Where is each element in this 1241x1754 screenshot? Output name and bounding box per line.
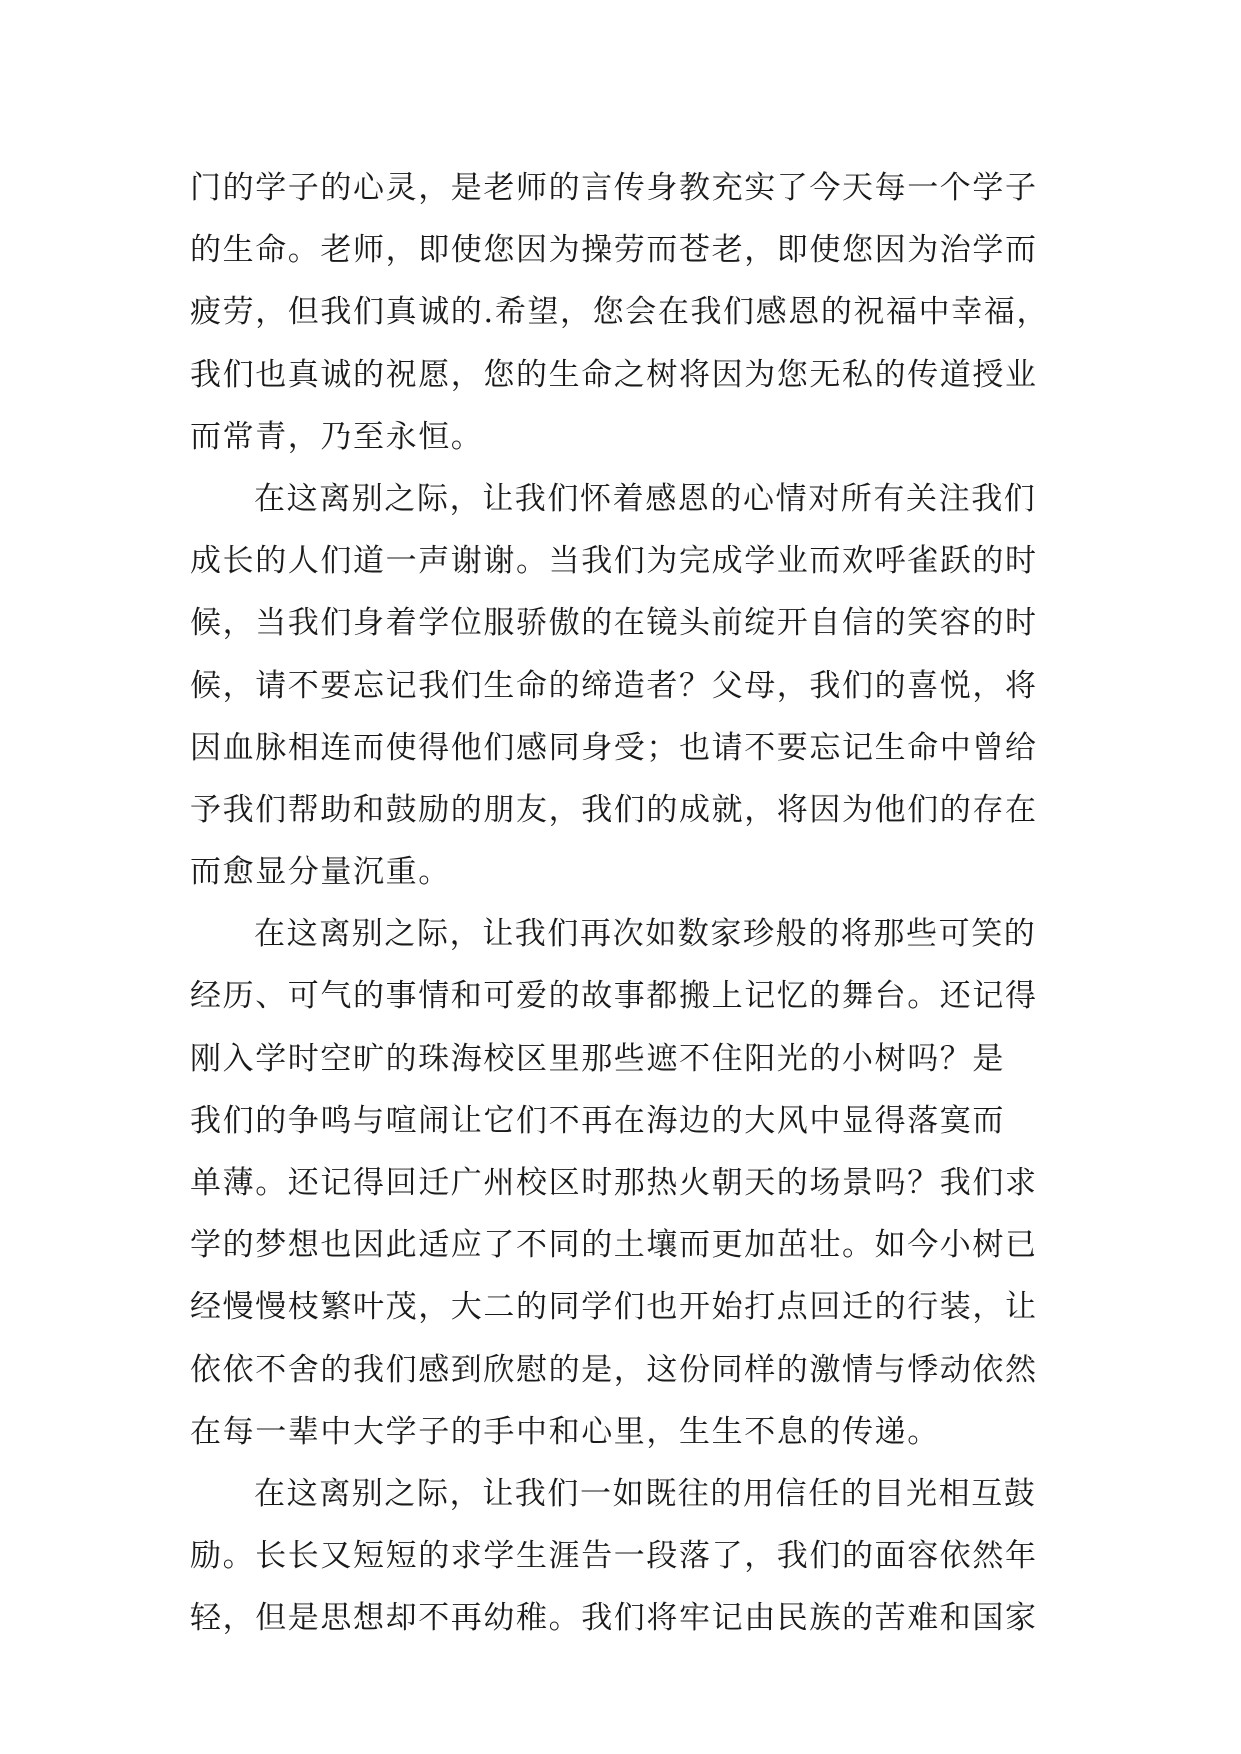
text-line: 经慢慢枝繁叶茂，大二的同学们也开始打点回迁的行装，让 [190,1289,1038,1326]
text-line: 候，请不要忘记我们生命的缔造者？父母，我们的喜悦，将 [190,667,1038,704]
text-line: 门的学子的心灵，是老师的言传身教充实了今天每一个学子 [190,170,1038,206]
text-line: 刚入学时空旷的珠海校区里那些遮不住阳光的小树吗？是 [190,1040,1005,1077]
text-line: 而常青，乃至永恒。 [190,418,484,455]
text-line: 经历、可气的事情和可爱的故事都搬上记忆的舞台。还记得 [190,978,1038,1015]
body-text [190,157,1070,1650]
text-line: 予我们帮助和鼓励的朋友，我们的成就，将因为他们的存在 [190,791,1038,828]
text-line: 学的梦想也因此适应了不同的土壤而更加茁壮。如今小树已 [190,1227,1038,1264]
text-line: 成长的人们道一声谢谢。当我们为完成学业而欢呼雀跃的时 [190,543,1038,580]
text-line: 的生命。老师，即使您因为操劳而苍老，即使您因为治学而 [190,232,1038,269]
text-line: 单薄。还记得回迁广州校区时那热火朝天的场景吗？我们求 [190,1165,1038,1201]
text-line: 我们的争鸣与喧闹让它们不再在海边的大风中显得落寞而 [190,1102,1005,1139]
text-line: 而愈显分量沉重。 [190,854,451,891]
text-line: 依依不舍的我们感到欣慰的是，这份同样的激情与悸动依然 [190,1351,1038,1388]
text-line: 我们也真诚的祝愿，您的生命之树将因为您无私的传道授业 [190,356,1038,393]
text-line: 轻，但是思想却不再幼稚。我们将牢记由民族的苦难和国家 [190,1600,1038,1637]
text-line: 疲劳，但我们真诚的.希望，您会在我们感恩的祝福中幸福， [190,294,1050,331]
text-line: 在每一辈中大学子的手中和心里，生生不息的传递。 [190,1413,940,1450]
paragraph-first-line: 在这离别之际，让我们怀着感恩的心情对所有关注我们 [254,480,1037,517]
text-line: 候，当我们身着学位服骄傲的在镜头前绽开自信的笑容的时 [190,605,1038,642]
text-line: 因血脉相连而使得他们感同身受；也请不要忘记生命中曾给 [190,729,1038,766]
paragraph-first-line: 在这离别之际，让我们一如既往的用信任的目光相互鼓 [254,1475,1037,1512]
paragraph-first-line: 在这离别之际，让我们再次如数家珍般的将那些可笑的 [254,916,1037,953]
text-line: 励。长长又短短的求学生涯告一段落了，我们的面容依然年 [190,1538,1038,1575]
